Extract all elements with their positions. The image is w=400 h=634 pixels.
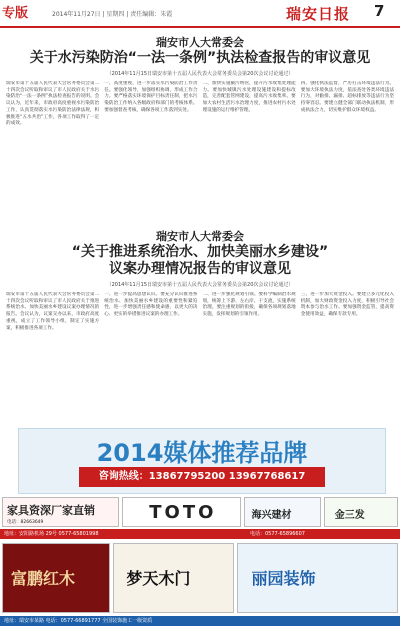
ad-row-1 <box>0 497 400 527</box>
ad-haixing-name: 海兴建材 <box>251 510 292 521</box>
promo-title: 2014媒体推荐品牌 <box>96 439 308 467</box>
ad-toto <box>122 497 241 527</box>
newspaper-logo: 瑞安日报 <box>286 5 351 23</box>
article1-body <box>0 81 400 241</box>
article2-col-2: 一、进一步提高思想认识。要充分认识推进系统治水、加快美丽水乡建设的重要性和紧迫性，进一步增强责任感和使命感，以更大的决心、更实的举措推进议案的办理工作。 <box>104 292 198 318</box>
article2-title-line2: 议案办理情况报告的审议意见 <box>109 261 291 277</box>
article1-col-4: 四、强化执法监督，严厉打击环境违法行为。要加大环境执法力度，依法查处各类环境违法行为，对偷排、漏排、超标排放等违法行为坚持零容忍。要建立健全部门联动执法机制，形成执法合力，切实维护群众环境权益。 <box>300 81 394 113</box>
article1-col-3: 二、加快实施截污纳管，提升污水收集处理能力。要加快城镇污水处理设施建设和提标改造，完善配套管网建设，提高污水收集率。要加大农村生活污水治理力度，推进农村污水处理设施的运行维护管理。 <box>202 81 296 113</box>
ad-bottom-bar-text: 地址：瑞安市某路 电话：0577-66891777 全国装饰施工一级资质 <box>4 618 153 624</box>
article1-meta: （2014年11月15日瑞安市第十五届人民代表大会常务委员会第20次会议讨论通过） <box>106 71 294 77</box>
article-beautiful-water-town <box>0 228 400 422</box>
article1-col-2: 一、高度重视，进一步落实水污染防治工作责任。要强化领导，加强组织协调，形成工作合力。要严格落实环境保护目标责任制，把水污染防治工作纳入各级政府和部门的考核体系。要加强督查考核，确保各项工作落到实处。 <box>104 81 198 113</box>
ad-bottom-bar <box>0 616 400 626</box>
promo-phone: 咨询热线：13867795200 13967768617 <box>79 467 325 487</box>
ad-bar-1-left: 地址：安阳路机场 29号 0577-65801998 <box>4 531 99 537</box>
article2-col-4: 三、进一步加大资金投入。要建立多元化投入机制，加大财政资金投入力度，积极引导社会资本参与治水工作。要加强资金监管，提高资金使用效益，确保专款专用。 <box>300 292 394 318</box>
article2-body <box>0 292 400 422</box>
ad-jinsanfa-name: 金三发 <box>334 510 365 521</box>
article2-col-3: 二、进一步强化规划引领。要科学编制治水规划，统筹上下游、左右岸、干支流，实施系统治理。要注重规划的衔接，确保各项规划落地实施，发挥规划的引领作用。 <box>202 292 296 318</box>
page-header <box>0 0 400 28</box>
ad-bar-1 <box>0 529 400 539</box>
ad-mengtian <box>113 543 233 613</box>
ad-mengtian-name: 梦天木门 <box>126 569 191 588</box>
section-label: 专版 <box>2 6 29 21</box>
article2-col-1: 瑞安市第十五届人民代表大会常务委员会第二十四次会议听取和审议了市人民政府关于推进系统治水、加快美丽水乡建设议案办理情况的报告。会议认为，议案交办以来，市政府高度重视，成立了工作领导小组，制定了实施方案，积极推进各项工作。 <box>6 292 100 331</box>
ad-liyuan-name: 丽园装饰 <box>251 569 316 588</box>
ad-fupeng <box>2 543 110 613</box>
date-line: 2014年11月27日 | 星期四 | 责任编辑：朱霞 <box>52 11 173 18</box>
ad-furniture-sub: 电话：82663649 <box>7 520 44 525</box>
article1-col-1: 瑞安市第十五届人民代表大会常务委员会第二十四次会议听取和审议了市人民政府关于水污染防治“一法一条例”执法检查报告的说明。会议认为，近年来，市政府高度重视水污染防治工作，认真贯彻落实水污染防治法律法规，积极推进“五水共治”工作，各项工作取得了一定的成效。 <box>6 81 100 127</box>
page-number: 7 <box>374 2 385 20</box>
ad-fupeng-name: 富鹏红木 <box>11 569 76 588</box>
ad-liyuan <box>237 543 399 613</box>
ad-furniture <box>2 497 119 527</box>
article1-title: 关于水污染防治“一法一条例”执法检查报告的审议意见 <box>29 50 371 66</box>
ad-toto-name: TOTO <box>149 502 217 523</box>
article-water-pollution <box>0 34 400 241</box>
media-brand-promo <box>18 428 386 494</box>
ad-haixing <box>244 497 320 527</box>
article1-pre-title: 瑞安市人大常委会 <box>156 36 244 49</box>
ad-furniture-name: 家具资深厂家直销 <box>7 504 95 517</box>
ad-row-2 <box>0 543 400 613</box>
article2-pre-title: 瑞安市人大常委会 <box>156 230 244 243</box>
ad-bar-1-right: 电话：0577-65896607 <box>250 531 305 537</box>
article2-meta: （2014年11月15日瑞安市第十五届人民代表大会常务委员会第20次会议讨论通过） <box>106 282 294 288</box>
article2-title-line1: “关于推进系统治水、加快美丽水乡建设” <box>71 244 329 260</box>
ad-jinsanfa <box>324 497 398 527</box>
